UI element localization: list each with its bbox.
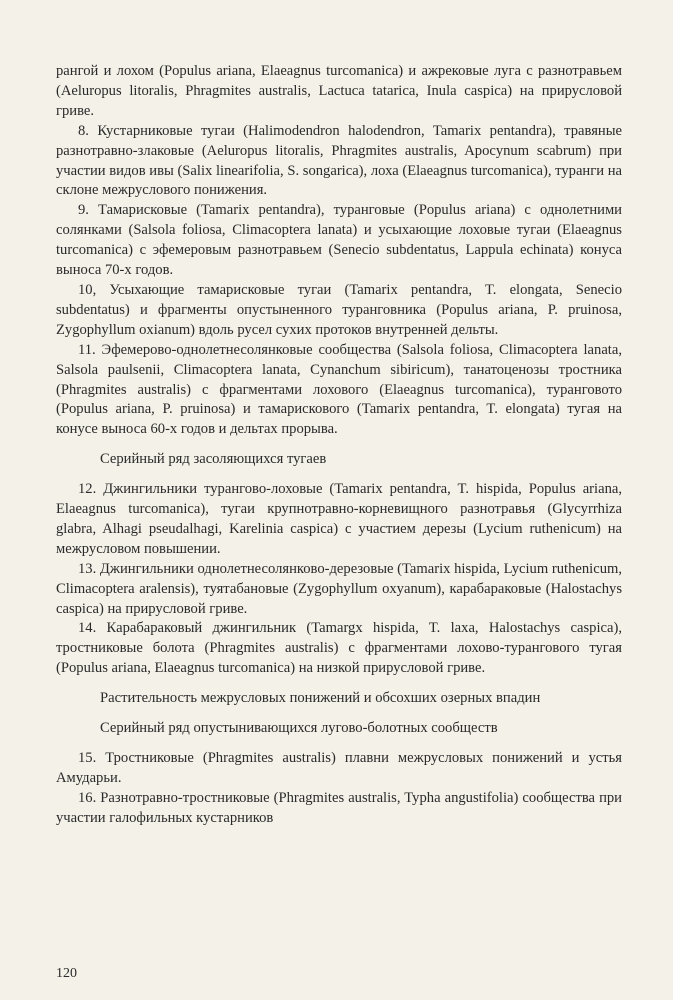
- paragraph-12: 12. Джингильники турангово-лоховые (Tamarix pentandra, T. hispida, Populus ariana, Elaeagnus turcomanica), тугаи крупнотравно-корневищного разнотравья (Glycyrrhiza glabra, Alhagi pseudalhagi, Karelinia caspica) с участием дерезы (Lycium ruthenicum) на межрусловом повышении.: [56, 481, 622, 557]
- paragraph-continuation: рангой и лохом (Populus ariana, Elaeagnus turcomanica) и ажрековые луга с разнотравьем (Aeluropus litoralis, Phragmites australis, Lactuca tatarica, Inula caspica) на прирусловой гриве.: [56, 63, 622, 119]
- spacer: [56, 739, 622, 749]
- paragraph-15: 15. Тростниковые (Phragmites australis) плавни межрусловых понижений и устья Амударьи.: [56, 750, 622, 786]
- page-number: 120: [56, 966, 77, 981]
- paragraph-13: 13. Джингильники однолетнесолянково-дерезовые (Tamarix hispida, Lycium ruthenicum, Climacoptera aralensis), туятабановые (Zygophyllum oxyanum), карабараковые (Halostachys caspica) на прирусловой гриве.: [56, 560, 622, 617]
- spacer: [56, 709, 622, 719]
- series-heading-desertifying: Серийный ряд опустынивающихся лугово-болотных сообществ: [100, 720, 498, 737]
- section-heading-interfluve: Растительность межрусловых понижений и обсохших озерных впадин: [100, 690, 541, 707]
- spacer: [56, 679, 622, 689]
- main-text: [56, 62, 622, 829]
- paragraph-14: 14. Карабараковый джингильник (Tamargx hispida, T. laxa, Halostachys caspica), тростниковые болота (Phragmites australis) с фрагментами лохово-турангового тугая (Populus ariana, Elaeagnus turcomanica) на низкой прирусловой гриве.: [56, 620, 622, 677]
- series-heading-salinizing: Серийный ряд засоляющихся тугаев: [100, 451, 327, 468]
- paragraph-10: 10, Усыхающие тамарисковые тугаи (Tamarix pentandra, T. elongata, Senecio subdentatus) и фрагменты опустыненного туранговника (Populus ariana, P. pruinosa, Zygophyllum oxianum) вдоль русел сухих протоков внутренней дельты.: [56, 281, 622, 338]
- paragraph-9: 9. Тамарисковые (Tamarix pentandra), туранговые (Populus ariana) с однолетними солянками (Salsola foliosa, Climacoptera lanata) и усыхающие лоховые тугаи (Elaeagnus turcomanica) с эфемеровым разнотравьем (Senecio subdentatus, Lappula echinata) конуса выноса 70-х годов.: [56, 202, 622, 279]
- paragraph-16: 16. Разнотравно-тростниковые (Phragmites australis, Typha angustifolia) сообщества при участии галофильных кустарников: [56, 789, 622, 826]
- paragraph-11: 11. Эфемерово-однолетнесолянковые сообщества (Salsola foliosa, Climacoptera lanata, Salsola paulsenii, Climacoptera lanata, Cynanchum sibiricum), танатоценозы тростника (Phragmites australis) с фрагментами лохового (Elaeagnus turcomanica), туранговото (Populus ariana, P. pruinosa) и тамарискового (Tamarix pentandra, T. elongata) тугая на конусе выноса 60-х годов и дельтах прорыва.: [56, 341, 622, 438]
- paragraph-8: 8. Кустарниковые тугаи (Halimodendron halodendron, Tamarix pentandra), травяные разнотравно-злаковые (Aeluropus litoralis, Phragmites australis, Apocynum scabrum) при участии видов ивы (Salix linearifolia, S. songarica), лоха (Elaeagnus turcomanica), туранги на склоне межруслового понижения.: [56, 122, 622, 199]
